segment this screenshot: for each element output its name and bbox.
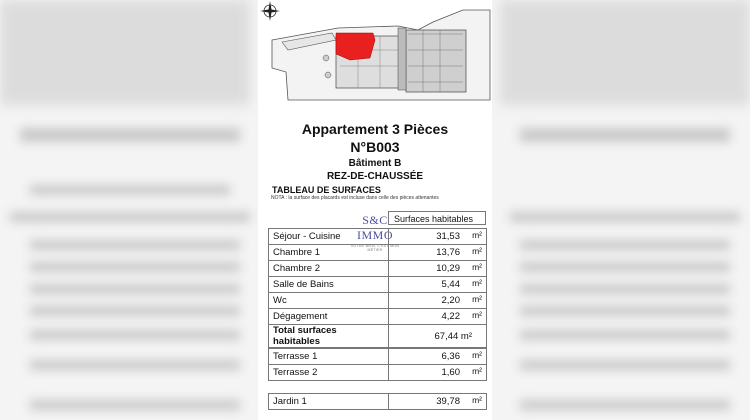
compass-rose-icon xyxy=(260,1,280,21)
table-row xyxy=(269,277,487,293)
table-row xyxy=(269,245,487,261)
unit-label: m² xyxy=(472,230,482,240)
logo-name: S&C IMMO xyxy=(356,213,393,242)
unit-label: m² xyxy=(472,366,482,376)
garden-table xyxy=(268,393,487,410)
room-surface: 2,20 xyxy=(441,295,460,306)
total-label: Total surfaces habitables xyxy=(269,325,389,348)
table-row xyxy=(269,309,487,325)
terraces-table xyxy=(268,348,487,381)
unit-label: m² xyxy=(472,350,482,360)
table-row xyxy=(269,229,487,245)
terrace-label: Terrasse 1 xyxy=(269,349,389,365)
room-surface: 31,53 xyxy=(436,231,460,242)
apartment-type: Appartement 3 Pièces xyxy=(301,121,449,137)
room-surface: 4,22 xyxy=(441,311,460,322)
room-label: Wc xyxy=(269,293,389,309)
unit-label: m² xyxy=(472,294,482,304)
room-label: Dégagement xyxy=(269,309,389,325)
room-label: Séjour - Cuisine xyxy=(269,229,389,245)
terrace-label: Terrasse 2 xyxy=(269,365,389,381)
rooms-table xyxy=(268,228,487,348)
room-surface: 10,29 xyxy=(436,263,460,274)
logo-tagline: VOTRE BIEN, C'EST MON MÉTIER xyxy=(350,244,400,252)
room-surface: 13,76 xyxy=(436,247,460,258)
floor-level: REZ-DE-CHAUSSÉE xyxy=(326,171,424,182)
unit-label: m² xyxy=(472,395,482,405)
total-row xyxy=(269,325,487,348)
unit-label: m² xyxy=(472,310,482,320)
surface-note: NOTA : la surface des placards est incluse dans celle des pièces attenantes xyxy=(271,195,439,201)
garden-surface: 39,78 xyxy=(436,396,460,407)
terrace-surface: 1,60 xyxy=(441,367,460,378)
room-label: Chambre 1 xyxy=(269,245,389,261)
table-row xyxy=(269,365,487,381)
room-label: Chambre 2 xyxy=(269,261,389,277)
column-header: Surfaces habitables xyxy=(388,211,486,225)
unit-label: m² xyxy=(472,278,482,288)
unit-label: m² xyxy=(472,246,482,256)
building-name: Bâtiment B xyxy=(348,158,402,169)
room-surface: 5,44 xyxy=(441,279,460,290)
terrace-surface: 6,36 xyxy=(441,351,460,362)
table-row xyxy=(269,261,487,277)
table-row xyxy=(269,394,487,410)
garden-label: Jardin 1 xyxy=(269,394,389,410)
floor-plan-sheet xyxy=(258,0,492,420)
table-heading: TABLEAU DE SURFACES xyxy=(272,185,381,195)
total-surface: 67,44 m² xyxy=(389,325,487,348)
table-row xyxy=(269,349,487,365)
unit-label: m² xyxy=(472,262,482,272)
site-plan xyxy=(258,0,492,104)
table-row xyxy=(269,293,487,309)
room-label: Salle de Bains xyxy=(269,277,389,293)
highlighted-lot xyxy=(336,33,375,60)
lot-number: N°B003 xyxy=(350,139,400,155)
